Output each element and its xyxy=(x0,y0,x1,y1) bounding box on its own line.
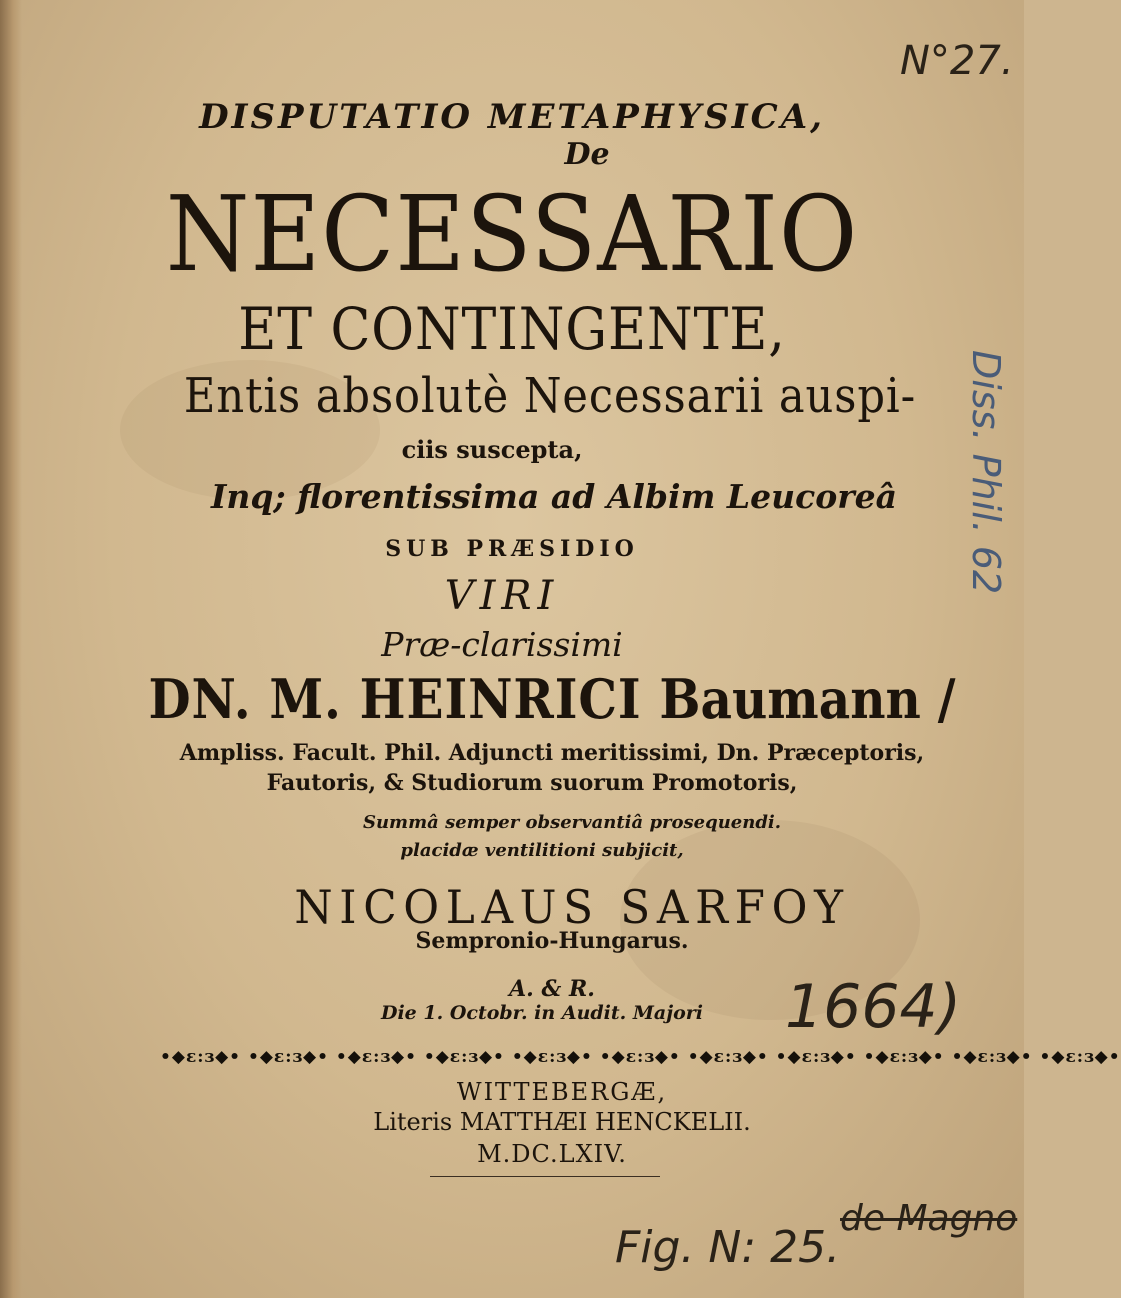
title-sub-praesidio: SUB PRÆSIDIO xyxy=(385,536,639,562)
title-praeclarissimi: Præ-clarissimi xyxy=(381,625,623,664)
title-placidae-ventilitioni: placidæ ventilitioni subjicit, xyxy=(400,840,684,861)
title-necessario: NECESSARIO xyxy=(165,173,859,295)
title-date-line: Die 1. Octobr. in Audit. Majori xyxy=(380,1002,704,1024)
imprint-printer: Literis MATTHÆI HENCKELII. xyxy=(373,1108,751,1136)
imprint-place: WITTEBERGÆ, xyxy=(456,1078,668,1106)
handwritten-crossed-note: de Magno xyxy=(840,1198,1018,1239)
imprint-year: M.DC.LXIV. xyxy=(477,1140,627,1168)
title-entis-absolute: Entis absolutè Necessarii auspi- xyxy=(183,368,917,424)
title-respondent-name: NICOLAUS SARFOY xyxy=(294,880,850,934)
printers-ornament-border: •◆ε:ɜ◆• •◆ε:ɜ◆• •◆ε:ɜ◆• •◆ε:ɜ◆• •◆ε:ɜ◆• •◆ε:ɜ◆• •◆ε:ɜ◆• •◆ε:ɜ◆• •◆ε:ɜ◆• •◆ε:ɜ◆• •◆ε:ɜ◆• xyxy=(160,1047,1121,1067)
title-et-contingente: ET CONTINGENTE, xyxy=(238,295,786,363)
handwritten-number: N°27. xyxy=(900,38,1014,84)
title-de: De xyxy=(564,137,610,172)
title-summa-semper: Summâ semper observantiâ prosequendi. xyxy=(362,812,782,833)
handwritten-year: 1664) xyxy=(785,972,962,1042)
title-ciis-suscepta: ciis suscepta, xyxy=(401,435,583,464)
title-fautoris: Fautoris, & Studiorum suorum Promotoris, xyxy=(266,770,798,796)
handwritten-fig-number: Fig. N: 25. xyxy=(615,1222,841,1273)
title-disputatio-metaphysica: DISPUTATIO METAPHYSICA, xyxy=(199,97,825,137)
title-a-et-r: A. & R. xyxy=(509,976,595,1002)
title-ampliss-facult: Ampliss. Facult. Phil. Adjuncti meritissimi, Dn. Præceptoris, xyxy=(179,740,925,766)
handwritten-spine-label: Diss. Phil. 62 xyxy=(964,350,1008,595)
imprint-rule xyxy=(430,1176,660,1177)
praeses-name-latin: DN. M. HEINRICI xyxy=(148,667,642,731)
title-sempronio-hungarus: Sempronio-Hungarus. xyxy=(415,928,689,954)
title-florentissima: Inq; florentissima ad Albim Leucoreâ xyxy=(211,477,897,516)
praeses-surname-fraktur: Baumann / xyxy=(659,667,956,731)
title-viri: VIRI xyxy=(444,573,560,619)
title-praeses-name xyxy=(91,667,1013,731)
